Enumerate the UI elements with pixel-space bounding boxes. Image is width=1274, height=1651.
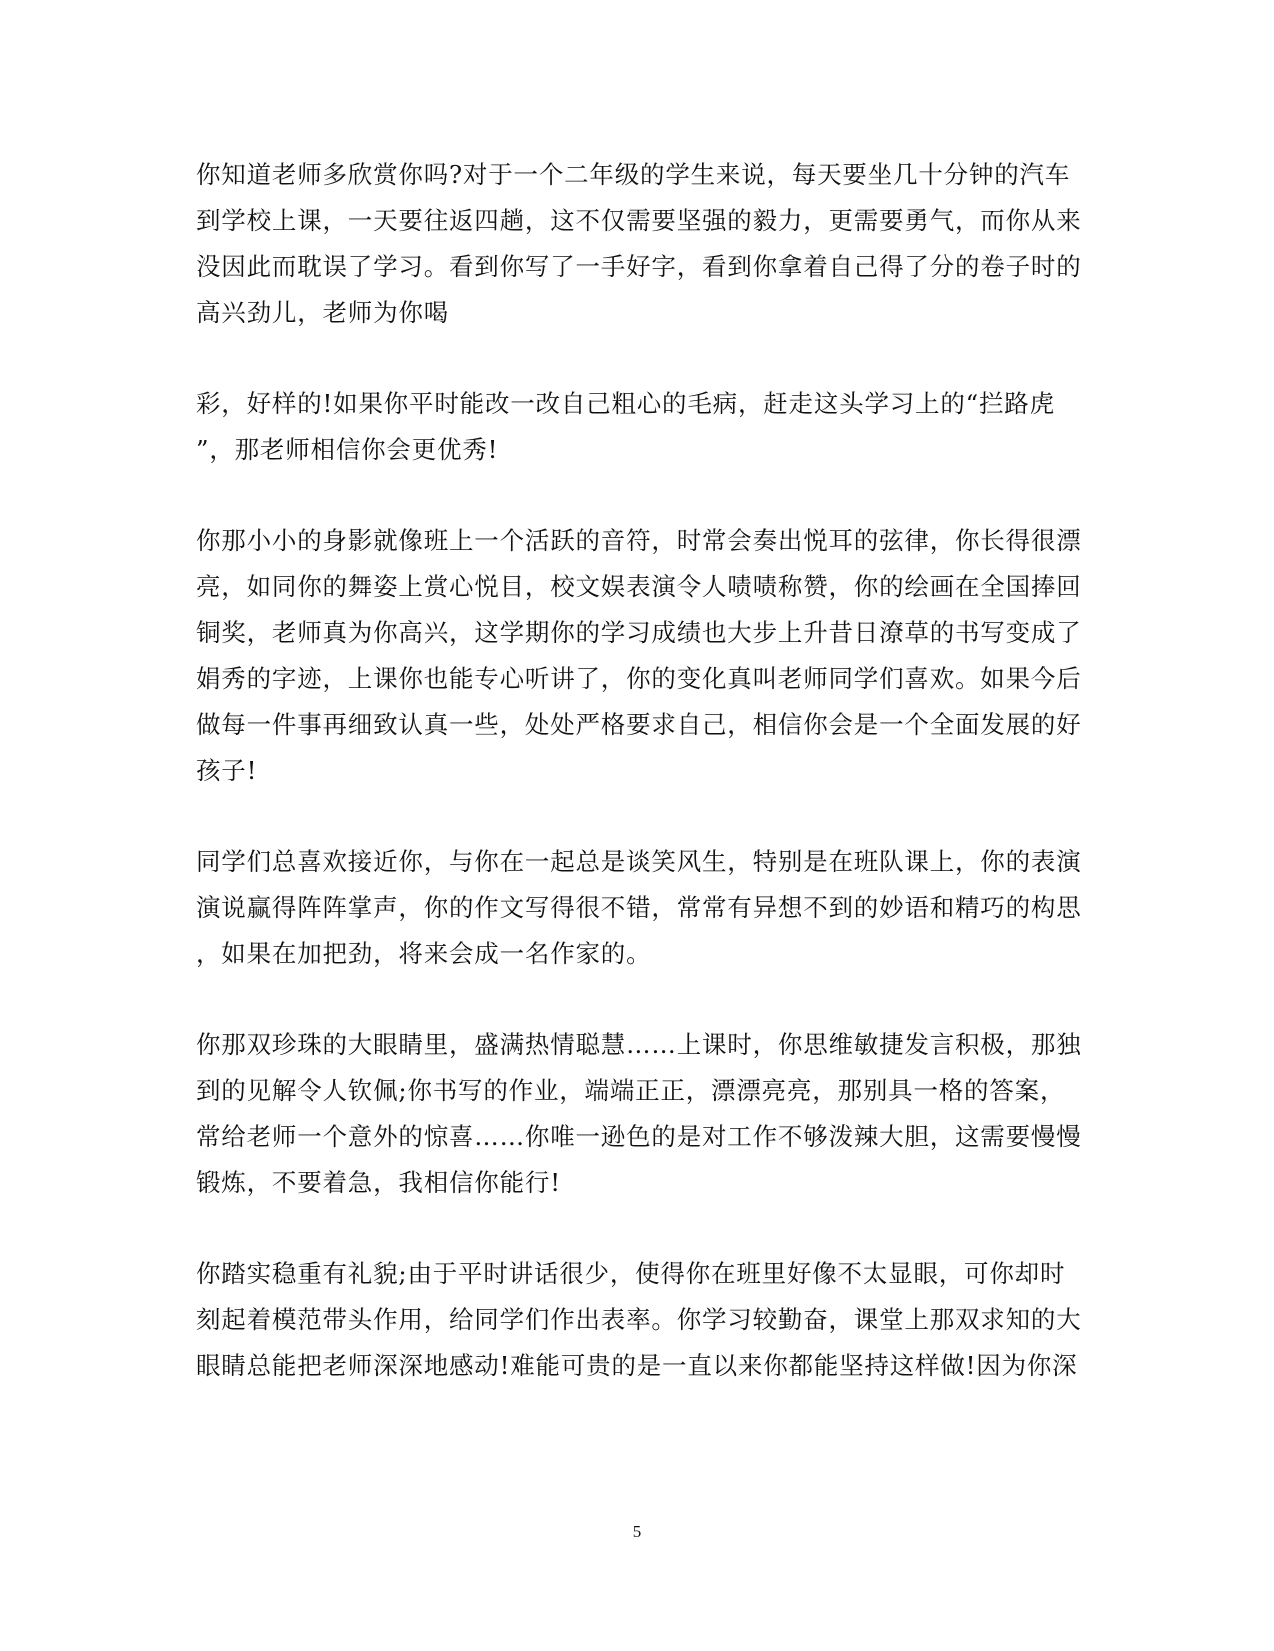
paragraph-6-line-3: 眼睛总能把老师深深地感动!难能可贵的是一直以来你都能坚持这样做!因为你深 (196, 1351, 1078, 1380)
paragraph-5-line-4: 锻炼，不要着急，我相信你能行! (196, 1168, 561, 1197)
paragraph-5-line-1: 你那双珍珠的大眼睛里，盛满热情聪慧……上课时，你思维敏捷发言积极，那独 (196, 1030, 1082, 1059)
paragraph-3-line-2: 亮，如同你的舞姿上赏心悦目，校文娱表演令人啧啧称赞，你的绘画在全国捧回 (196, 572, 1082, 601)
paragraph-3-line-5: 做每一件事再细致认真一些，处处严格要求自己，相信你会是一个全面发展的好 (196, 710, 1082, 739)
paragraph-6-line-2: 刻起着模范带头作用，给同学们作出表率。你学习较勤奋，课堂上那双求知的大 (196, 1305, 1082, 1334)
paragraph-1-line-1: 你知道老师多欣赏你吗?对于一个二年级的学生来说，每天要坐几十分钟的汽车 (196, 160, 1071, 189)
paragraph-3-line-1: 你那小小的身影就像班上一个活跃的音符，时常会奏出悦耳的弦律，你长得很漂 (196, 526, 1082, 555)
paragraph-3-line-4: 娟秀的字迹，上课你也能专心听讲了，你的变化真叫老师同学们喜欢。如果今后 (196, 664, 1082, 693)
paragraph-3-line-3: 铜奖，老师真为你高兴，这学期你的学习成绩也大步上升昔日潦草的书写变成了 (196, 618, 1082, 647)
paragraph-2-line-1: 彩，好样的!如果你平时能改一改自己粗心的毛病，赶走这头学习上的“拦路虎 (196, 389, 1055, 418)
paragraph-6-line-1: 你踏实稳重有礼貌;由于平时讲话很少，使得你在班里好像不太显眼，可你却时 (196, 1259, 1066, 1288)
paragraph-4-line-1: 同学们总喜欢接近你，与你在一起总是谈笑风生，特别是在班队课上，你的表演 (196, 847, 1082, 876)
paragraph-1-line-3: 没因此而耽误了学习。看到你写了一手好字，看到你拿着自己得了分的卷子时的 (196, 252, 1082, 281)
page-number: 5 (632, 1522, 642, 1541)
paragraph-2-line-2: ”，那老师相信你会更优秀! (196, 435, 499, 464)
paragraph-5-line-3: 常给老师一个意外的惊喜……你唯一逊色的是对工作不够泼辣大胆，这需要慢慢 (196, 1122, 1082, 1151)
paragraph-4-line-3: ，如果在加把劲，将来会成一名作家的。 (196, 939, 652, 968)
paragraph-5-line-2: 到的见解令人钦佩;你书写的作业，端端正正，漂漂亮亮，那别具一格的答案， (196, 1076, 1066, 1105)
paragraph-3-line-6: 孩子! (196, 756, 258, 785)
paragraph-1-line-2: 到学校上课，一天要往返四趟，这不仅需要坚强的毅力，更需要勇气，而你从来 (196, 206, 1082, 235)
paragraph-1-line-4: 高兴劲儿，老师为你喝 (196, 298, 449, 327)
paragraph-4-line-2: 演说赢得阵阵掌声，你的作文写得很不错，常常有异想不到的妙语和精巧的构思 (196, 893, 1082, 922)
